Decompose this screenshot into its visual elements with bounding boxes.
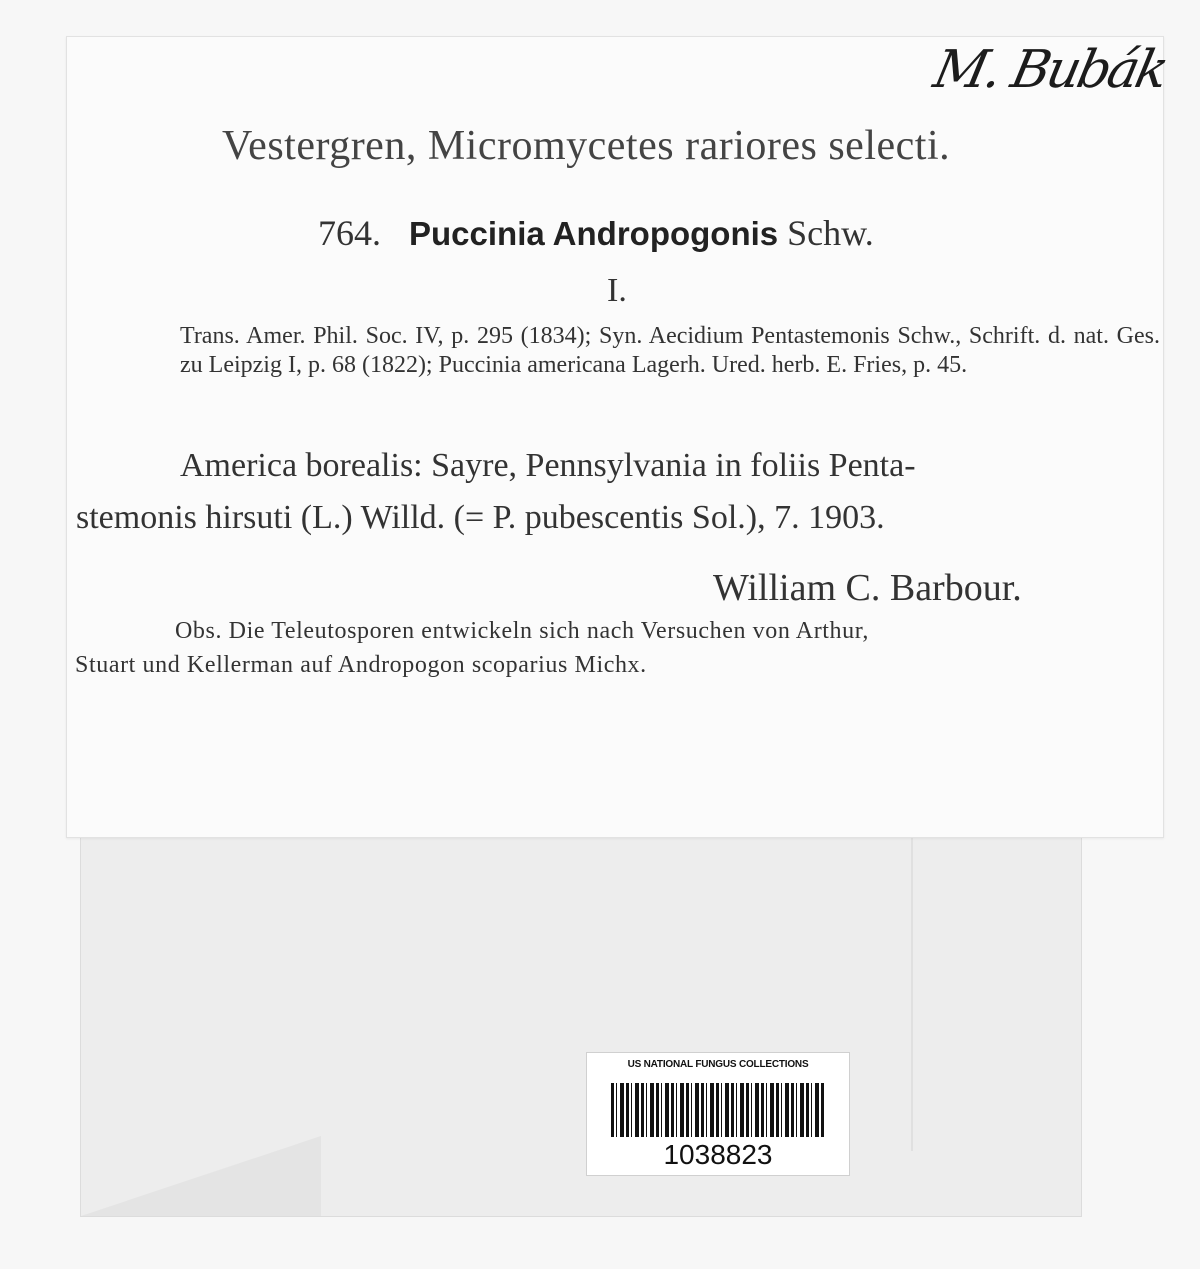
barcode-number: 1038823 bbox=[663, 1139, 773, 1170]
species-line bbox=[318, 212, 874, 254]
barcode-bars bbox=[611, 1083, 825, 1137]
handwritten-signature: M. Bubák bbox=[928, 40, 1172, 100]
envelope-flap-left bbox=[81, 1136, 321, 1216]
label-title: Vestergren, Micromycetes rariores selecti. bbox=[222, 123, 951, 169]
species-name: Puccinia Andropogonis bbox=[409, 215, 779, 252]
species-author: Schw. bbox=[787, 213, 874, 253]
locality-line-2: stemonis hirsuti (L.) Willd. (= P. pubescentis Sol.), 7. 1903. bbox=[76, 499, 885, 536]
locality-text bbox=[76, 440, 1160, 544]
references-text: Trans. Amer. Phil. Soc. IV, p. 295 (1834); Syn. Aecidium Pentastemonis Schw., Schrift. d. nat. Ges. zu Leipzig I, p. 68 (1822); Puccinia americana Lagerh. Ured. herb. E. Fries, p. 45. bbox=[180, 323, 1160, 378]
barcode-label bbox=[586, 1052, 850, 1176]
spore-stage: I. bbox=[607, 272, 627, 309]
envelope-seam bbox=[911, 821, 913, 1151]
collector-name: William C. Barbour. bbox=[713, 567, 1022, 609]
exsiccata-number: 764. bbox=[318, 213, 381, 253]
barcode-institution: US NATIONAL FUNGUS COLLECTIONS bbox=[627, 1059, 809, 1070]
observation-note bbox=[75, 614, 1155, 682]
envelope bbox=[80, 820, 1082, 1217]
obs-line-1: Obs. Die Teleutosporen entwickeln sich nach Versuchen von Arthur, bbox=[175, 618, 869, 644]
obs-line-2: Stuart und Kellerman auf Andropogon scoparius Michx. bbox=[75, 652, 647, 678]
locality-line-1: America borealis: Sayre, Pennsylvania in foliis Penta- bbox=[180, 447, 916, 484]
